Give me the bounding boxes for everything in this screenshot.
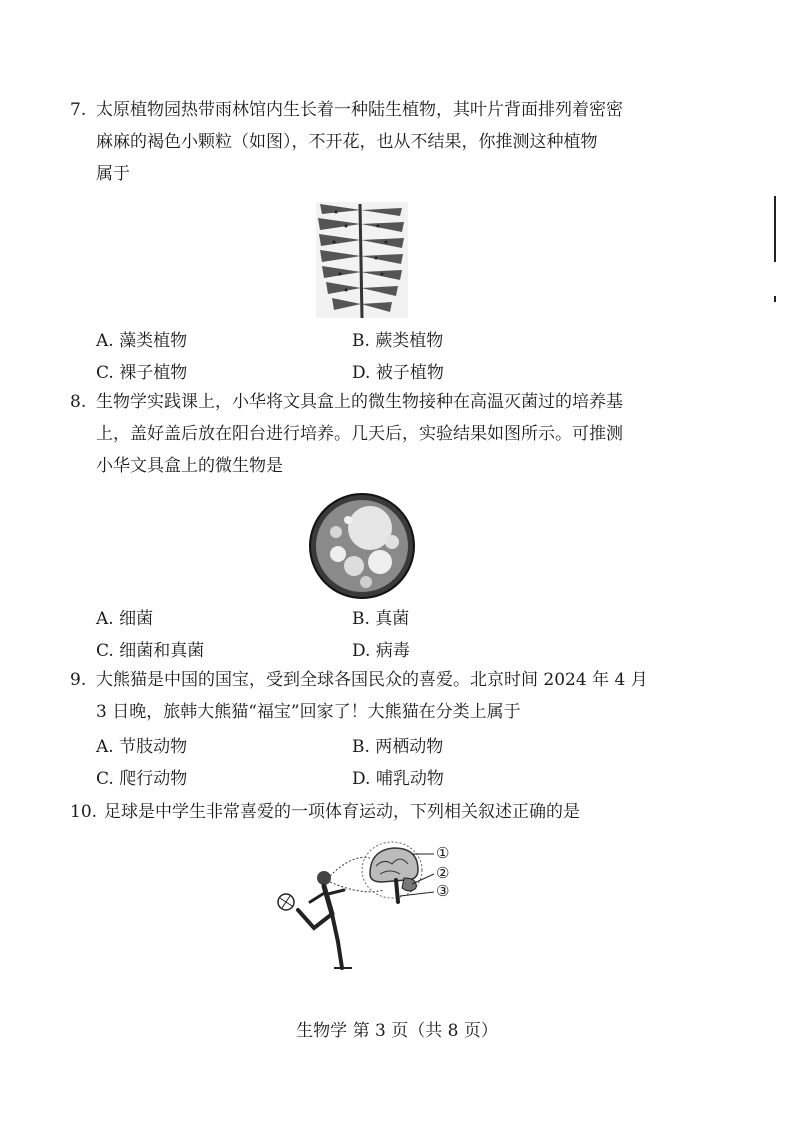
question-text-line: 上，盖好盖后放在阳台进行培养。几天后，实验结果如图所示。可推测: [96, 424, 623, 444]
brain-label-2: ②: [436, 864, 450, 882]
page-footer: 生物学 第 3 页（共 8 页）: [296, 1021, 498, 1041]
option-d[interactable]: D. 病毒: [352, 641, 410, 661]
question-7: [70, 94, 670, 190]
option-a[interactable]: A. 藻类植物: [96, 331, 188, 351]
question-text-line: 大熊猫是中国的国宝，受到全球各国民众的喜爱。北京时间 2024 年 4 月: [96, 670, 648, 690]
option-c[interactable]: C. 细菌和真菌: [96, 641, 205, 661]
option-c[interactable]: C. 裸子植物: [96, 363, 188, 383]
option-d[interactable]: D. 哺乳动物: [352, 769, 444, 789]
margin-line: [774, 196, 776, 262]
option-a[interactable]: A. 细菌: [96, 609, 154, 629]
option-b[interactable]: B. 蕨类植物: [352, 331, 444, 351]
question-10: [70, 796, 670, 828]
question-number: 8.: [70, 392, 87, 412]
question-text-line: 太原植物园热带雨林馆内生长着一种陆生植物，其叶片背面排列着密密: [96, 100, 623, 120]
question-text-line: 属于: [96, 164, 130, 184]
brain-label-3: ③: [436, 882, 450, 900]
question-9: [70, 664, 670, 728]
question-8: [70, 386, 670, 482]
question-text-line: 小华文具盒上的微生物是: [96, 456, 283, 476]
option-a[interactable]: A. 节肢动物: [96, 737, 188, 757]
question-text-line: 生物学实践课上，小华将文具盒上的微生物接种在高温灭菌过的培养基: [96, 392, 623, 412]
question-number: 7.: [70, 100, 87, 120]
question-text-line: 足球是中学生非常喜爱的一项体育运动，下列相关叙述正确的是: [104, 802, 580, 822]
question-number: 10.: [70, 802, 98, 822]
option-b[interactable]: B. 两栖动物: [352, 737, 444, 757]
question-text-line: 3 日晚，旅韩大熊猫“福宝”回家了！大熊猫在分类上属于: [96, 702, 521, 722]
question-number: 9.: [70, 670, 87, 690]
margin-tick: [774, 296, 776, 302]
petri-dish-image: [308, 492, 416, 600]
option-b[interactable]: B. 真菌: [352, 609, 410, 629]
option-d[interactable]: D. 被子植物: [352, 363, 444, 383]
brain-label-1: ①: [436, 844, 450, 862]
question-text-line: 麻麻的褐色小颗粒（如图），不开花，也从不结果，你推测这种植物: [96, 132, 598, 152]
fern-leaf-image: [316, 202, 408, 318]
football-brain-image: [272, 836, 472, 972]
option-c[interactable]: C. 爬行动物: [96, 769, 188, 789]
